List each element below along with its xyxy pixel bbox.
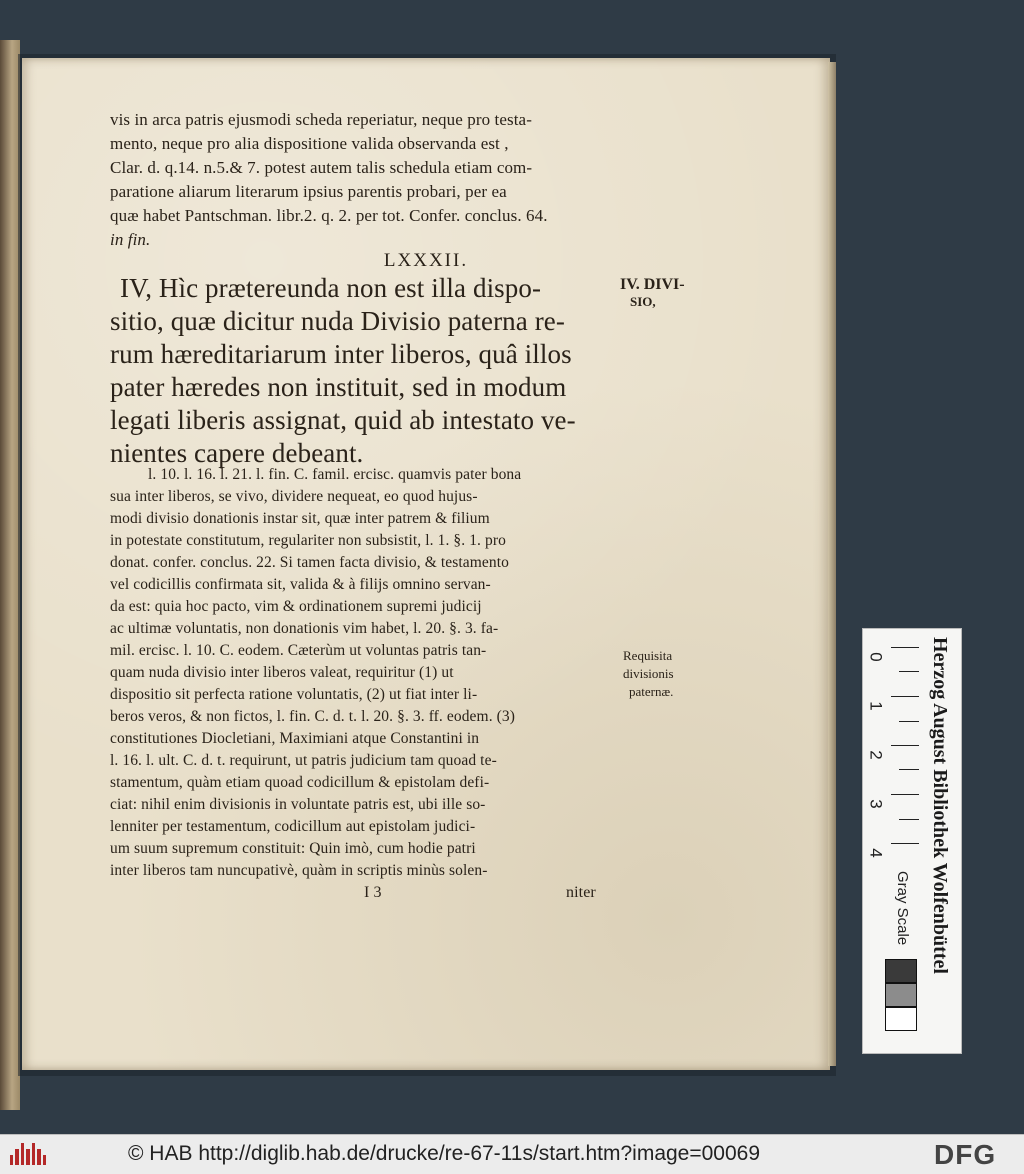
ruler-number: 4 [866, 848, 886, 858]
text-line: quæ habet Pantschman. libr.2. q. 2. per tot. Confer. conclus. 64. [110, 206, 548, 225]
gray-scale-label: Gray Scale [894, 871, 911, 946]
large-text-line: IV, Hìc prætereunda non est illa dispo- [120, 273, 542, 303]
margin-note-requisita: paternæ. [629, 684, 674, 699]
text-line: sua inter liberos, se vivo, dividere nequeat, eo quod hujus- [110, 488, 478, 505]
ruler-number: 1 [866, 701, 886, 711]
gray-swatch-mid [885, 983, 917, 1007]
text-line: ac ultimæ voluntatis, non donationis vim habet, l. 20. §. 3. fa- [110, 620, 499, 637]
copyright-link[interactable]: © HAB http://diglib.hab.de/drucke/re-67-11s/start.htm?image=00069 [128, 1142, 761, 1165]
large-text-line: rum hæreditariarum inter liberos, quâ illos [110, 339, 572, 369]
text-line: um suum supremum constituit: Quin imò, cum hodie patri [110, 840, 476, 857]
text-line: Clar. d. q.14. n.5.& 7. potest autem talis schedula etiam com- [110, 158, 533, 177]
text-line: beros veros, & non fictos, l. fin. C. d. t. l. 20. §. 3. ff. eodem. (3) [110, 708, 516, 725]
large-text-line: nientes capere debeant. [110, 438, 364, 468]
margin-note-requisita: divisionis [623, 666, 674, 681]
page-edge [828, 62, 836, 1066]
ruler-number: 3 [866, 799, 886, 809]
library-name: Herzog August Bibliothek Wolfenbüttel [929, 637, 951, 974]
text-line: stamentum, quàm etiam quoad codicillum & epistolam defi- [110, 774, 490, 791]
ruler-tick [899, 769, 919, 770]
scanned-page [22, 58, 830, 1070]
text-line: constitutiones Diocletiani, Maximiani atque Constantini in [110, 730, 480, 747]
margin-note-divisio: IV. DIVI- [620, 276, 685, 293]
footer-bar [0, 1134, 1024, 1174]
ruler-tick [891, 745, 919, 746]
ruler-tick [899, 671, 919, 672]
text-line: lenniter per testamentum, codicillum aut epistolam judici- [110, 818, 476, 835]
ruler-number: 0 [866, 652, 886, 662]
text-line: vel codicillis confirmata sit, valida & à filijs omnino servan- [110, 576, 491, 593]
dfg-logo: DFG [934, 1139, 997, 1170]
margin-note-requisita: Requisita [623, 648, 673, 663]
text-line: inter liberos tam nuncupativè, quàm in scriptis minùs solen- [110, 862, 488, 879]
text-line: mil. ercisc. l. 10. C. eodem. Cæterùm ut voluntas patris tan- [110, 642, 487, 659]
text-line: donat. confer. conclus. 22. Si tamen facta divisio, & testamento [110, 554, 509, 571]
margin-note-divisio: SIO, [630, 294, 656, 309]
large-text-line: sitio, quæ dicitur nuda Divisio paterna re- [110, 306, 565, 336]
ruler-tick [891, 843, 919, 844]
text-line: l. 16. l. ult. C. d. t. requirunt, ut patris judicium tam quoad te- [110, 752, 497, 769]
ruler-tick [899, 819, 919, 820]
large-text-line: legati liberis assignat, quid ab intestato ve- [110, 405, 576, 435]
gray-swatch-dark [885, 959, 917, 983]
ruler-tick [891, 794, 919, 795]
text-line: quam nuda divisio inter liberos valeat, requiritur (1) ut [110, 664, 454, 681]
book-spine-edge [0, 40, 20, 1110]
ruler-number: 2 [866, 750, 886, 760]
ruler-tick [891, 647, 919, 648]
text-line: da est: quia hoc pacto, vim & ordinationem supremi judicij [110, 598, 482, 615]
text-line: l. 10. l. 16. l. 21. l. fin. C. famil. ercisc. quamvis pater bona [148, 466, 522, 483]
page-signature: I 3 [364, 884, 382, 901]
hab-logo-icon [10, 1143, 46, 1165]
text-line: vis in arca patris ejusmodi scheda reperiatur, neque pro testa- [110, 110, 532, 129]
ruler-tick [891, 696, 919, 697]
catchword: niter [566, 884, 596, 901]
section-heading: LXXXII. [383, 250, 469, 271]
large-text-line: pater hæredes non instituit, sed in modum [110, 372, 567, 402]
ruler [866, 639, 919, 879]
text-line: dispositio sit perfecta ratione voluntatis, (2) ut fiat inter li- [110, 686, 478, 703]
text-line: paratione aliarum literarum ipsius parentis probari, per ea [110, 182, 507, 201]
text-line: modi divisio donationis instar sit, quæ inter patrem & filium [110, 510, 490, 527]
gray-swatch-light [885, 1007, 917, 1031]
text-line: in potestate constitutum, regulariter non subsistit, l. 1. §. 1. pro [110, 532, 506, 549]
ruler-tick [899, 721, 919, 722]
text-line: mento, neque pro alia dispositione valida observanda est , [110, 134, 509, 153]
color-calibration-card [862, 628, 962, 1054]
text-line: ciat: nihil enim divisionis in voluntate patris est, ubi ille so- [110, 796, 486, 813]
text-line: in fin. [110, 230, 151, 249]
